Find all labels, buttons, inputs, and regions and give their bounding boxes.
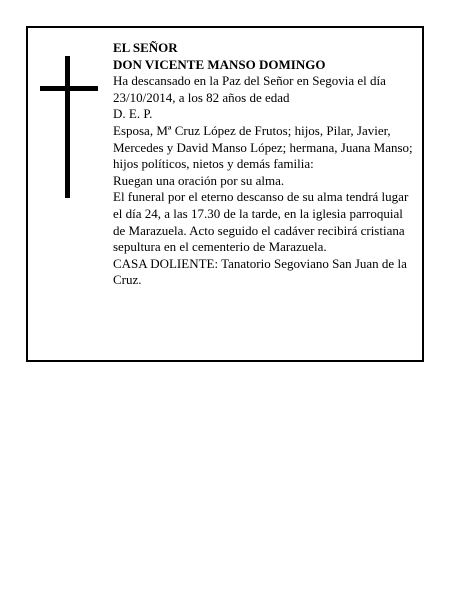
latin-cross-icon [40,56,98,198]
dep-line: D. E. P. [113,106,153,122]
funeral-details: El funeral por el eterno descanso de su alma tendrá lugar el día 24, a las 17.30 de la tarde, en la iglesia parroquial de Marazuela. Acto seguido el cadáver recibirá cristiana sepultura en el cementerio de Marazuela. [113,189,409,255]
family-list: Esposa, Mª Cruz López de Frutos; hijos, Pilar, Javier, Mercedes y David Manso López; hermana, Juana Manso; hijos políticos, nietos y demás familia: [113,122,413,172]
prayer-request: Ruegan una oración por su alma. [113,172,285,188]
casa-doliente: CASA DOLIENTE: Tanatorio Segoviano San Juan de la Cruz. [113,255,407,288]
cross-vertical-bar [65,56,70,198]
obituary-notice [26,26,424,362]
cross-horizontal-bar [40,86,98,91]
deceased-name: DON VICENTE MANSO DOMINGO [113,56,326,72]
obituary-text [113,40,416,289]
rest-statement: Ha descansado en la Paz del Señor en Segovia el día 23/10/2014, a los 82 años de edad [113,73,386,105]
heading-title: EL SEÑOR [113,40,178,55]
